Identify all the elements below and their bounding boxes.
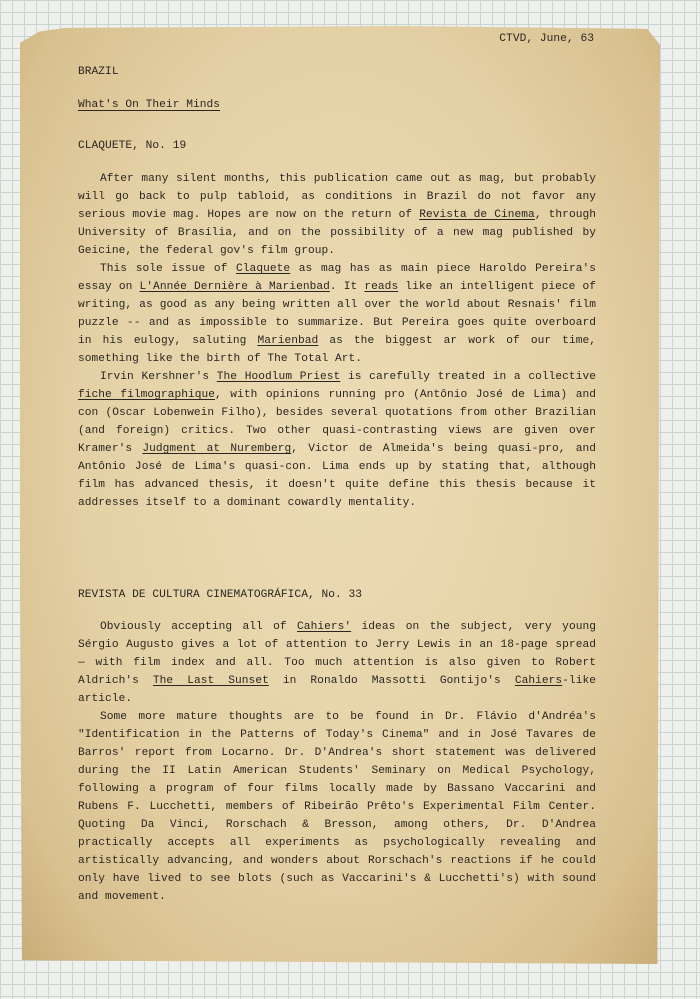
text-run: Obviously accepting all of xyxy=(100,621,298,633)
text-run: as mag has as main piece Haroldo Pereira's essay on xyxy=(78,263,596,293)
title-underlined: Marienbad xyxy=(257,335,319,347)
title-underlined: fiche filmographique xyxy=(78,389,216,401)
text-run: as the biggest ar work of our time, something like the birth of The Total Art. xyxy=(78,335,596,365)
text-run: Some more mature thoughts are to be found in Dr. Flávio d'Andréa's "Identification in the Patterns of Today's Cinema" and in José Tavares de Barros' report from Locarno. Dr. D'Andrea's short statement was delivered during the II Latin American Students' Seminary on Medical Psychology, following a program of four films locally made by Bassano Vaccarini and Rubens F. Lucchetti, members of Ribeirão Prêto's Experimental Film Center. Quoting Da Vinci, Rorschach & Bresson, among others, Dr. D'Andrea practically accepts all experiments as psychologically revealing and artistically advancing, and wonders about Rorschach's reactions if he could only have lived to see blots (such as Vaccarini's & Lucchetti's) with sound and movement. xyxy=(78,711,596,903)
paragraph xyxy=(78,708,596,906)
text-run: This sole issue of xyxy=(100,263,237,275)
header-reference: CTVD, June, 63 xyxy=(499,33,594,45)
claquete-section xyxy=(78,170,596,512)
text-run: is carefully treated in a collective xyxy=(340,371,596,383)
text-run: , Victor de Almeida's being quasi-pro, and Antônio José de Lima's quasi-con. Lima ends up by stating that, although film has advanced thesis, it doesn't quite define this thesis because it addresses itself to a dominant cowardly mentality. xyxy=(78,443,597,509)
text-run: . It xyxy=(329,281,365,293)
word-underlined: reads xyxy=(364,281,399,293)
title-underlined: The Hoodlum Priest xyxy=(216,371,341,383)
title-underlined: L'Année Dernière à Marienbad xyxy=(139,281,330,293)
text-run: like an intelligent piece of writing, as good as any being written all over the world about Resnais' film puzzle -- and as impossible to summarize. But Pereira goes quite overboard in his eulogy, saluting xyxy=(78,281,596,347)
paragraph xyxy=(78,368,596,512)
title-underlined: Cahiers xyxy=(514,675,563,687)
paragraph xyxy=(78,618,596,708)
country-heading: BRAZIL xyxy=(78,66,119,78)
text-run: , through University of Brasília, and on the possibility of a new mag published by Geicine, the federal gov's film group. xyxy=(78,209,597,257)
text-run: -like article. xyxy=(78,675,596,705)
section-title: What's On Their Minds xyxy=(78,99,221,111)
revista-section xyxy=(78,618,596,906)
title-underlined: Revista de Cinema xyxy=(419,209,535,221)
title-underlined: Claquete xyxy=(236,263,291,275)
title-underlined: Judgment at Nuremberg xyxy=(142,443,292,455)
claquete-heading: CLAQUETE, No. 19 xyxy=(78,140,187,152)
text-run: Irvin Kershner's xyxy=(100,371,217,383)
text-run: , with opinions running pro (Antônio José de Lima) and con (Oscar Lobenwein Filho), besides several quotations from other Brazilian (and foreign) critics. Two other quasi-contrasting views are given over Kramer's xyxy=(78,389,597,455)
revista-heading: REVISTA DE CULTURA CINEMATOGRÁFICA, No. 33 xyxy=(78,589,363,601)
text-run: ideas on the subject, very young Sérgio Augusto gives a lot of attention to Jerry Lewis in an 18-page spread — with film index and all. Too much attention is also given to Robert Aldrich's xyxy=(78,621,596,687)
text-run: in Ronaldo Massotti Gontijo's xyxy=(268,675,515,687)
paragraph xyxy=(78,260,596,368)
paragraph xyxy=(78,170,596,260)
text-run: After many silent months, this publication came out as mag, but probably will go back to pulp tabloid, as conditions in Brazil do not favor any serious movie mag. Hopes are now on the return of xyxy=(78,173,596,221)
title-underlined: Cahiers' xyxy=(297,621,352,633)
title-underlined: The Last Sunset xyxy=(152,675,269,687)
